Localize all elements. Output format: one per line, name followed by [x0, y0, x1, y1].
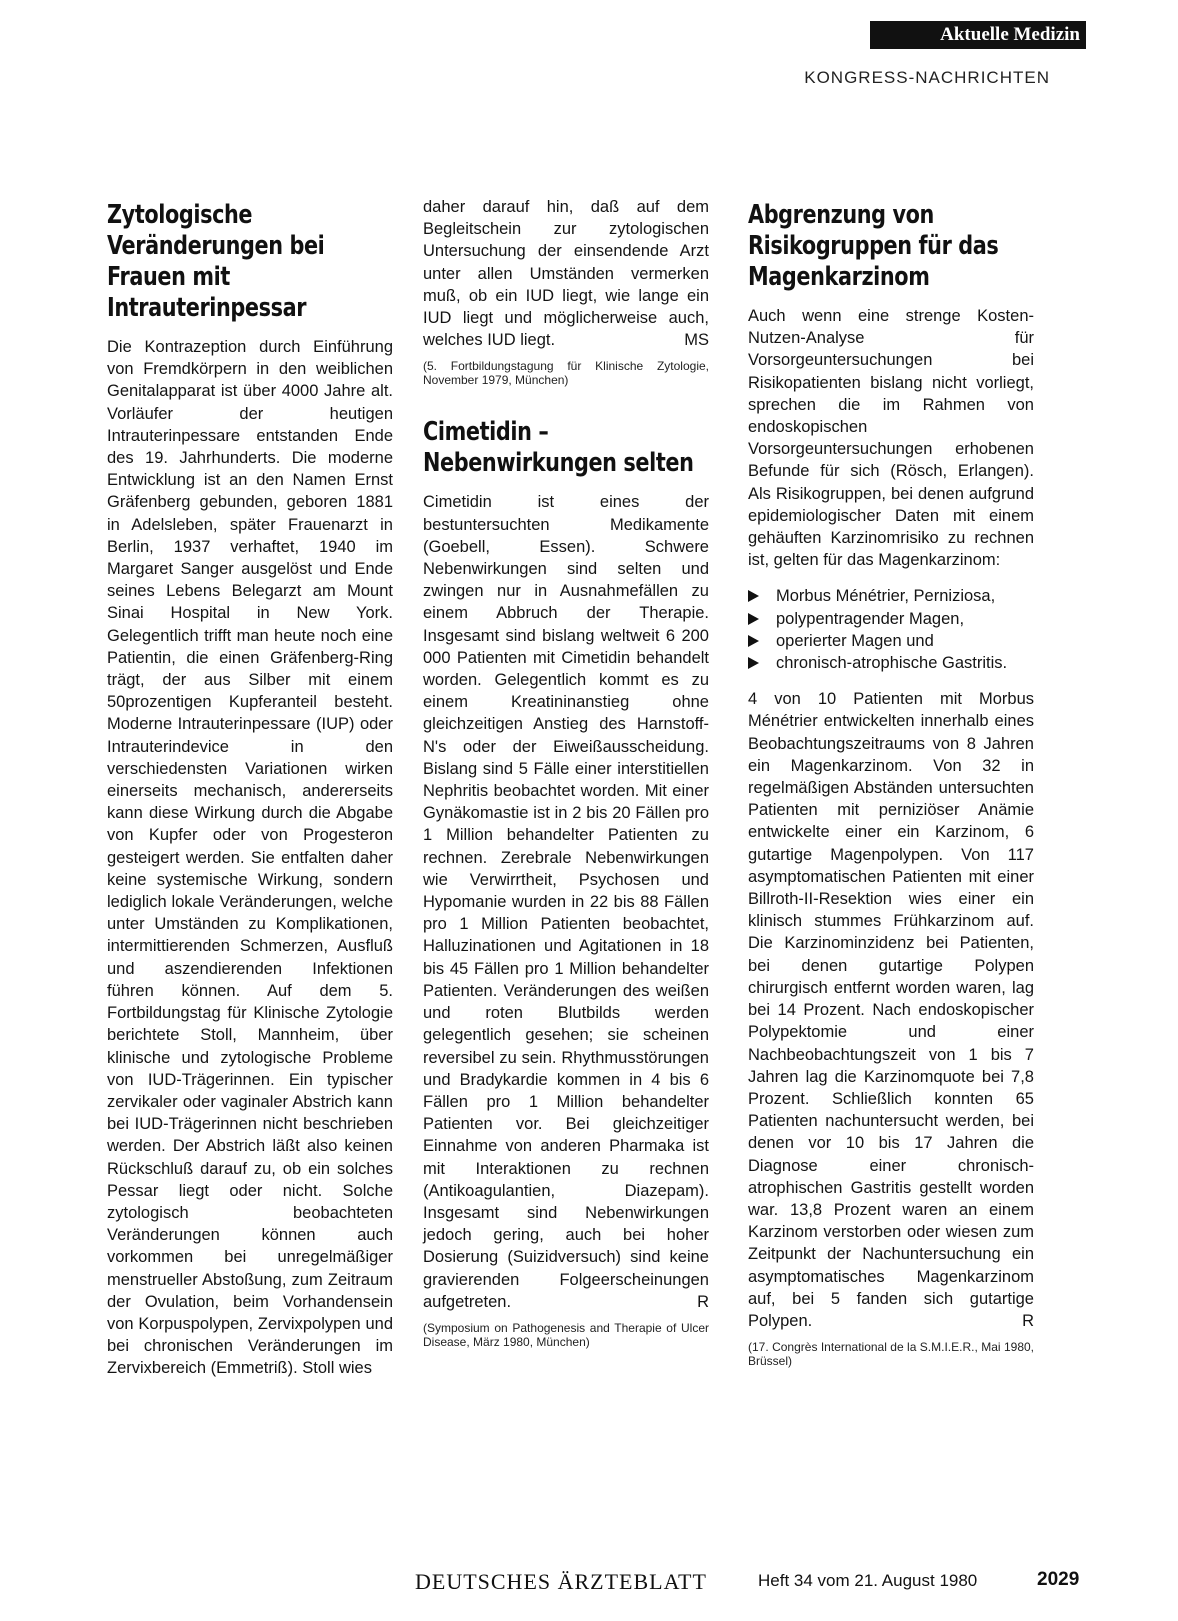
triangle-bullet-icon	[748, 635, 759, 647]
issue-info: Heft 34 vom 21. August 1980	[758, 1571, 978, 1590]
article-body-3-text: 4 von 10 Patienten mit Morbus Ménétrier entwickelten innerhalb eines Beobachtungszeitraums von 8 Jahren ein Magenkarzinom. Von 32 in regelmäßigen Abständen untersuchten Patienten mit perniziöser Anämie entwickelte einer ein Karzinom, 6 gutartige Magenpolypen. Von 117 asymptomatischen Patienten mit einer Billroth-II-Resektion wies einer ein klinisch stummes Frühkarzinom auf. Die Karzinominzidenz bei Patienten, bei denen gutartige Polypen chirurgisch entfernt worden waren, lag bei 14 Prozent. Nach endoskopischer Polypektomie und einer Nachbeobachtungszeit von 1 bis 7 Jahren lag die Karzinomquote bei 7,8 Prozent. Schließlich konnten 65 Patienten nachuntersucht werden, bei denen vor 10 bis 17 Jahren die Diagnose einer chronisch-atrophischen Gastritis gestellt worden war. 13,8 Prozent waren an einem Karzinom verstorben oder wiesen zum Zeitpunkt der Nachuntersuchung ein asymptomatisches Magenkarzinom auf, bei 5 fanden sich gutartige Polypen.	[748, 690, 1034, 1330]
article-title-2: Cimetidin – Nebenwirkungen selten	[423, 417, 694, 479]
article-intro-3: Auch wenn eine strenge Kosten-Nutzen-Analyse für Vorsorgeuntersuchungen bei Risikopatienten bislang nicht vorliegt, sprechen die im Rahmen von endoskopischen Vorsorgeuntersuchungen erhobenen Befunde für sich (Rösch, Erlangen). Als Risikogruppen, bei denen aufgrund epidemiologischer Daten mit einem gehäuften Karzinomrisiko zu rechnen ist, gelten für das Magenkarzinom:	[748, 307, 1034, 570]
article-body-1-part-1: Die Kontrazeption durch Einführung von Fremdkörpern in den weiblichen Genitalapparat ist über 4000 Jahre alt. Vorläufer der heutigen Intrauterinpessare entstanden Ende des 19. Jahrhunderts. Die moderne Entwicklung ist an den Namen Ernst Gräfenberg gebunden, geboren 1881 in Adelsleben, später Frauenarzt in Berlin, 1937 verhaftet, 1940 im Margaret Sanger ausgelöst und Ende seines Lebens Belegarzt am Mount Sinai Hospital in New York. Gelegentlich trifft man heute noch eine Patientin, die einen Gräfenberg-Ring trägt, der aus Silber mit einem 50prozentigen Kupferanteil besteht. Moderne Intrauterinpessare (IUP) oder Intrauterindevice in den verschiedensten Variationen wirken einerseits mechanisch, andererseits kann diese Wirkung durch die Abgabe von Kupfer oder von Progesteron gesteigert werden. Sie entfalten daher keine systemische Wirkung, sondern lediglich lokale Veränderungen, welche unter Umständen zu Komplikationen, intermittierenden Schmerzen, Ausfluß und aszendierenden Infektionen führen können. Auf dem 5. Fortbildungstag für Klinische Zytologie berichtete Stoll, Mannheim, über klinische und zytologische Probleme von IUD-Trägerinnen. Ein typischer zervikaler oder vaginaler Abstrich kann bei IUD-Trägerinnen nicht beschrieben werden. Der Abstrich läßt also keinen Rückschluß darauf zu, ob ein solches Pessar liegt oder nicht. Solche zytologisch beobachteten Veränderungen können auch vorkommen bei unregelmäßiger menstrueller Abstoßung, zum Zeitraum der Ovulation, beim Vorhandensein von Korpuspolypen, Zervixpolypen und bei chronischen Veränderungen im Zervixbereich (Emmetriß). Stoll wies	[107, 338, 393, 1378]
triangle-bullet-icon	[748, 657, 759, 669]
page-number: 2029	[1037, 1569, 1080, 1590]
section-tag: Aktuelle Medizin	[870, 21, 1086, 49]
column-3	[748, 200, 1034, 1368]
article-source-3: (17. Congrès International de la S.M.I.E.R., Mai 1980, Brüssel)	[748, 1340, 1034, 1369]
article-title-3: Abgrenzung von Risikogruppen für das Magenkarzinom	[748, 200, 999, 292]
article-signature-1: MS	[684, 331, 709, 350]
article-signature-2: R	[697, 1292, 709, 1311]
list-item: operierter Magen und	[748, 630, 1034, 652]
risk-group-list	[748, 585, 1034, 674]
article-title-1: Zytologische Veränderungen bei Frauen mit Intrauterinpessar	[107, 200, 325, 323]
list-item: polypentragender Magen,	[748, 608, 1034, 630]
article-body-1-part-2	[423, 196, 709, 351]
article-body-1-continuation: daher darauf hin, daß auf dem Begleitschein zur zytologischen Untersuchung der einsendende Arzt unter allen Umständen vermerken muß, ob ein IUD liegt, wie lange ein IUD liegt und möglicherweise auch, welches IUD liegt.	[423, 198, 709, 350]
article-body-2-text: Cimetidin ist eines der bestuntersuchten Medikamente (Goebell, Essen). Schwere Nebenwirkungen sind selten und zwingen nur in Ausnahmefällen zu einem Abbruch der Therapie. Insgesamt sind bislang weltweit 6 200 000 Patienten mit Cimetidin behandelt worden. Gelegentlich kommt es zu einem Kreatininanstieg ohne gleichzeitigen Anstieg des Harnstoff-N's oder der Eiweißausscheidung. Bislang sind 5 Fälle einer interstitiellen Nephritis beobachtet worden. Mit einer Gynäkomastie ist in 2 bis 20 Fällen pro 1 Million behandelter Patienten zu rechnen. Zerebrale Nebenwirkungen wie Verwirrtheit, Psychosen und Hypomanie wurden in 22 bis 88 Fällen pro 1 Million Patienten beobachtet, Halluzinationen und Agitationen in 18 bis 45 Fällen pro 1 Million behandelter Patienten. Veränderungen des weißen und roten Blutbilds werden gelegentlich gesehen; sie scheinen reversibel zu sein. Rhythmusstörungen und Bradykardie kommen in 4 bis 6 Fällen pro 1 Million behandelter Patienten vor. Bei gleichzeitiger Einnahme von anderen Pharmaka ist mit Interaktionen zu rechnen (Antikoagulantien, Diazepam). Insgesamt sind Nebenwirkungen jedoch gering, auch bei hoher Dosierung (Suizidversuch) sind keine gravierenden Folgeerscheinungen aufgetreten.	[423, 493, 709, 1311]
list-item: chronisch-atrophische Gastritis.	[748, 652, 1034, 674]
article-source-2: (Symposium on Pathogenesis and Therapie of Ulcer Disease, März 1980, München)	[423, 1320, 709, 1349]
article-body-2	[423, 491, 709, 1313]
article-signature-3: R	[1022, 1311, 1034, 1330]
column-2	[423, 196, 709, 1349]
triangle-bullet-icon	[748, 613, 759, 625]
article-source-1: (5. Fortbildungstagung für Klinische Zytologie, November 1979, München)	[423, 359, 709, 388]
triangle-bullet-icon	[748, 590, 759, 602]
section-kicker: KONGRESS-NACHRICHTEN	[804, 68, 1050, 87]
column-1	[107, 200, 393, 1380]
article-body-3	[748, 688, 1034, 1332]
list-item: Morbus Ménétrier, Perniziosa,	[748, 585, 1034, 607]
journal-name: DEUTSCHES ÄRZTEBLATT	[415, 1569, 707, 1594]
